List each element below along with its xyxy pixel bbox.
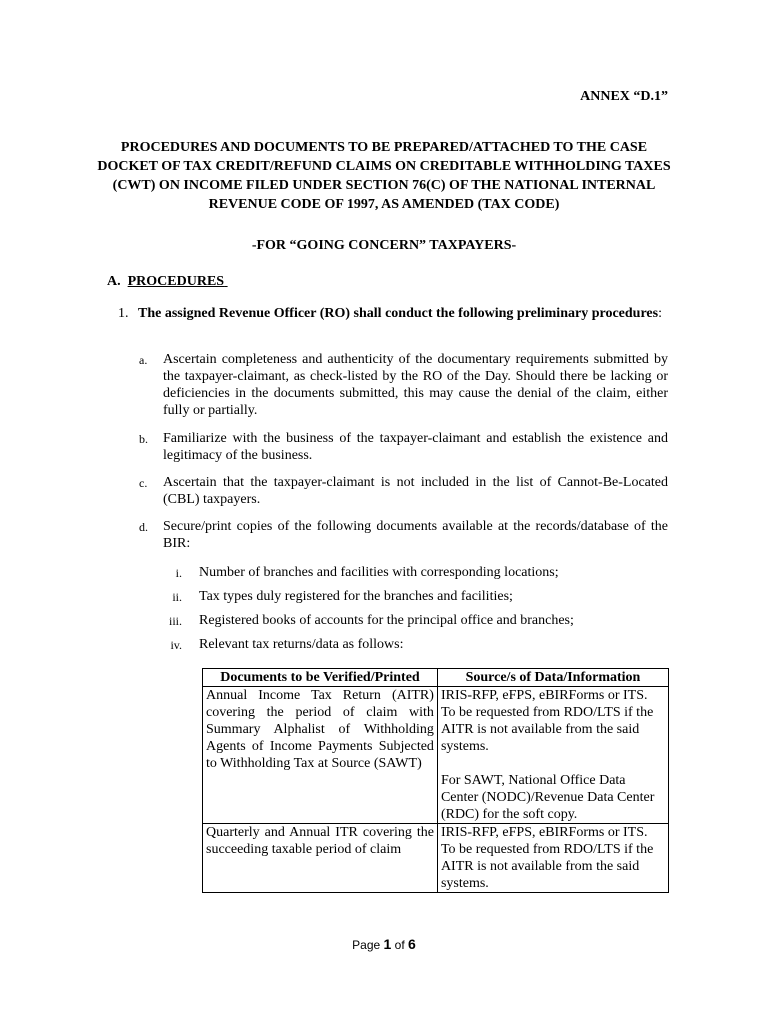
roman-item-label: iv. bbox=[170, 638, 182, 652]
page-footer bbox=[0, 936, 768, 954]
source-extra-text: For SAWT, National Office Data Center (NODC)/Revenue Data Center (RDC) for the soft copy. bbox=[440, 773, 655, 822]
list-item-bold-text: The assigned Revenue Officer (RO) shall conduct the following preliminary procedures bbox=[138, 306, 659, 321]
table-header-sources: Source/s of Data/Information bbox=[437, 669, 668, 687]
sub-item-text: Familiarize with the business of the taxpayer-claimant and establish the existence and legitimacy of the business. bbox=[163, 431, 668, 463]
section-heading bbox=[107, 273, 228, 290]
roman-item-text: Registered books of accounts for the principal office and branches; bbox=[199, 613, 574, 628]
table-cell-document: Annual Income Tax Return (AITR) covering the period of claim with Summary Alphalist of Withholding Agents of Income Payments Subjected to Withholding Tax at Source (SAWT) bbox=[203, 687, 438, 824]
footer-page-number: 1 bbox=[383, 936, 392, 952]
roman-item-label: iii. bbox=[168, 614, 182, 628]
annex-label: ANNEX “D.1” bbox=[580, 89, 668, 104]
sub-item-label: c. bbox=[139, 476, 148, 490]
table-cell-source bbox=[437, 687, 668, 824]
documents-table bbox=[202, 668, 669, 893]
table-row bbox=[203, 824, 669, 893]
roman-item-text: Relevant tax returns/data as follows: bbox=[199, 637, 404, 652]
table-cell-source: IRIS-RFP, eFPS, eBIRForms or ITS. To be requested from RDO/LTS if the AITR is not available from the said systems. bbox=[437, 824, 668, 893]
sub-item-label: d. bbox=[139, 520, 148, 534]
list-item-suffix: : bbox=[658, 306, 662, 321]
sub-item-text: Secure/print copies of the following documents available at the records/database of the BIR: bbox=[163, 519, 668, 551]
sub-item-text: Ascertain that the taxpayer-claimant is not included in the list of Cannot-Be-Located (CBL) taxpayers. bbox=[163, 475, 668, 507]
roman-item-text: Tax types duly registered for the branches and facilities; bbox=[199, 589, 513, 604]
table-cell-document: Quarterly and Annual ITR covering the succeeding taxable period of claim bbox=[203, 824, 438, 893]
source-text: IRIS-RFP, eFPS, eBIRForms or ITS. To be requested from RDO/LTS if the AITR is not available from the said systems. bbox=[440, 688, 654, 754]
footer-prefix: Page bbox=[352, 938, 381, 952]
table-header-row bbox=[203, 669, 669, 687]
list-item-text bbox=[138, 305, 668, 322]
footer-page-total: 6 bbox=[408, 936, 416, 952]
document-title: PROCEDURES AND DOCUMENTS TO BE PREPARED/ATTACHED TO THE CASE DOCKET OF TAX CREDIT/REFUND CLAIMS ON CREDITABLE WITHHOLDING TAXES (CWT) ON INCOME FILED UNDER SECTION 76(C) OF THE NATIONAL INTERNAL REVENUE CODE OF 1997, AS AMENDED (TAX CODE) bbox=[97, 140, 671, 212]
roman-item-label: ii. bbox=[172, 590, 182, 604]
list-item-number: 1. bbox=[118, 306, 129, 321]
sub-item-label: a. bbox=[139, 353, 148, 367]
document-subtitle: -FOR “GOING CONCERN” TAXPAYERS- bbox=[251, 238, 517, 253]
roman-item-label: i. bbox=[175, 566, 182, 580]
section-name: PROCEDURES bbox=[127, 274, 225, 289]
table-header-documents: Documents to be Verified/Printed bbox=[203, 669, 438, 687]
sub-item-label: b. bbox=[139, 432, 148, 446]
sub-item-text: Ascertain completeness and authenticity of the documentary requirements submitted by the taxpayer-claimant, as check-listed by the RO of the Day. Should there be lacking or deficiencies in the documents submitted, this may cause the denial of the claim, either fully or partially. bbox=[163, 352, 668, 418]
footer-of: of bbox=[394, 938, 405, 952]
table-row bbox=[203, 687, 669, 824]
section-letter: A. bbox=[107, 274, 121, 289]
roman-item-text: Number of branches and facilities with corresponding locations; bbox=[199, 565, 559, 580]
